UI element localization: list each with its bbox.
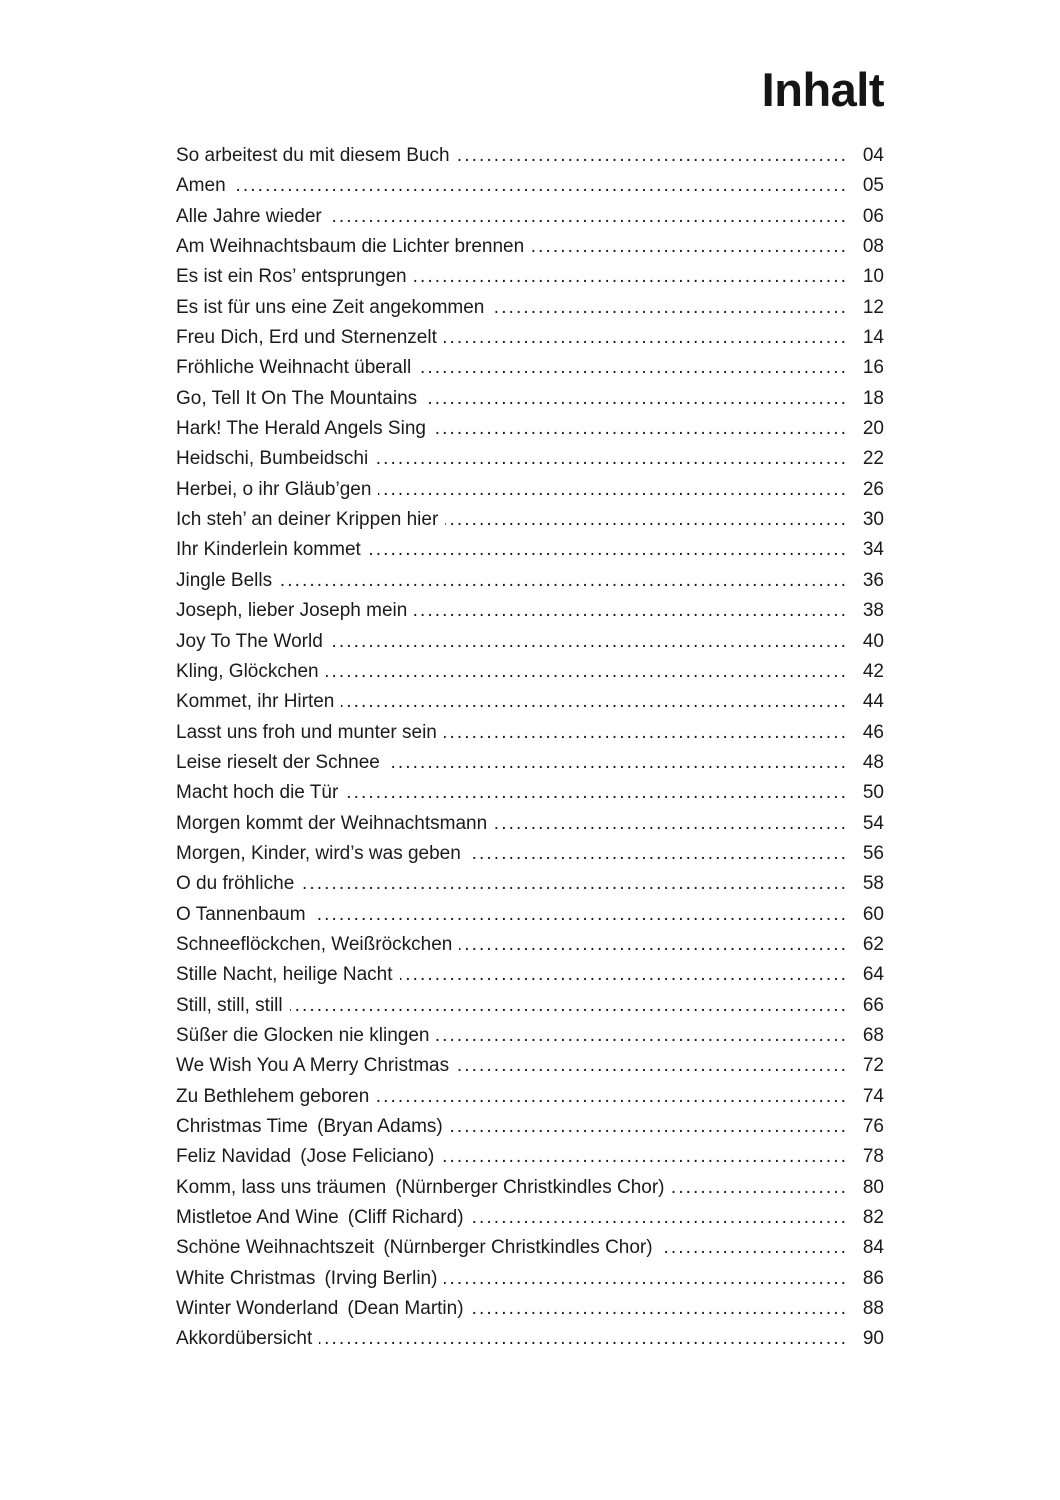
entry-title: Heidschi, Bumbeidschi — [176, 448, 369, 470]
toc-entry — [176, 600, 884, 630]
entry-page-number: 60 — [862, 903, 884, 925]
entry-page-number: 64 — [862, 964, 884, 986]
entry-artist: (Cliff Richard) — [347, 1207, 464, 1229]
entry-page-number: 14 — [862, 327, 884, 349]
entry-title: Macht hoch die Tür — [176, 782, 339, 804]
dotted-leader — [233, 175, 848, 197]
dotted-leader — [345, 782, 848, 804]
entry-page-number: 36 — [862, 569, 884, 591]
dotted-leader — [459, 934, 848, 956]
entry-page-number: 84 — [862, 1237, 884, 1259]
dotted-leader — [672, 1177, 848, 1199]
entry-page-number: 38 — [862, 600, 884, 622]
entry-title: Schneeflöckchen, Weißröckchen — [176, 933, 453, 955]
dotted-leader — [660, 1237, 848, 1259]
entry-page-number: 50 — [862, 782, 884, 804]
entry-title: Still, still, still — [176, 994, 283, 1016]
entry-page-number: 54 — [862, 812, 884, 834]
dotted-leader — [375, 448, 848, 470]
toc-entry — [176, 1328, 884, 1358]
entry-title: Morgen, Kinder, wird’s was geben — [176, 842, 461, 864]
entry-page-number: 10 — [862, 266, 884, 288]
entry-page-number: 16 — [862, 357, 884, 379]
toc-entry — [176, 964, 884, 994]
dotted-leader — [301, 873, 848, 895]
entry-page-number: 06 — [862, 205, 884, 227]
entry-page-number: 90 — [862, 1328, 884, 1350]
entry-page-number: 62 — [862, 933, 884, 955]
toc-entry — [176, 1025, 884, 1055]
dotted-leader — [368, 539, 848, 561]
dotted-leader — [491, 297, 848, 319]
dotted-leader — [330, 631, 848, 653]
toc-entry — [176, 1177, 884, 1207]
entry-page-number: 30 — [862, 509, 884, 531]
entry-title: Joseph, lieber Joseph mein — [176, 600, 408, 622]
entry-page-number: 48 — [862, 751, 884, 773]
toc-entry — [176, 175, 884, 205]
entry-title: Am Weihnachtsbaum die Lichter brennen — [176, 236, 525, 258]
toc-entry — [176, 418, 884, 448]
entry-title: Stille Nacht, heilige Nacht — [176, 964, 393, 986]
entry-title: Kommet, ihr Hirten — [176, 691, 335, 713]
entry-title: Go, Tell It On The Mountains — [176, 387, 418, 409]
entry-title: Ich steh’ an deiner Krippen hier — [176, 509, 439, 531]
entry-title: Leise rieselt der Schnee — [176, 751, 380, 773]
dotted-leader — [445, 509, 848, 531]
entry-title: We Wish You A Merry Christmas — [176, 1055, 450, 1077]
entry-page-number: 44 — [862, 691, 884, 713]
dotted-leader — [471, 1207, 848, 1229]
toc-entry — [176, 509, 884, 539]
entry-page-number: 08 — [862, 236, 884, 258]
dotted-leader — [450, 1116, 848, 1138]
toc-entry — [176, 266, 884, 296]
entry-title: Schöne Weihnachtszeit — [176, 1237, 375, 1259]
toc-entry — [176, 1207, 884, 1237]
toc-entry — [176, 1055, 884, 1085]
entry-page-number: 40 — [862, 630, 884, 652]
entry-page-number: 56 — [862, 842, 884, 864]
entry-artist: (Bryan Adams) — [317, 1116, 443, 1137]
entry-page-number: 80 — [862, 1176, 884, 1198]
toc-list — [176, 145, 884, 1359]
entry-title: Kling, Glöckchen — [176, 660, 319, 682]
dotted-leader — [290, 995, 848, 1017]
toc-entry — [176, 722, 884, 752]
toc-entry — [176, 327, 884, 357]
dotted-leader — [400, 964, 849, 986]
toc-entry — [176, 236, 884, 266]
entry-title: Zu Bethlehem geboren — [176, 1085, 370, 1107]
entry-page-number: 74 — [862, 1085, 884, 1107]
entry-title: Ihr Kinderlein kommet — [176, 539, 361, 561]
dotted-leader — [387, 752, 848, 774]
entry-title: Süßer die Glocken nie klingen — [176, 1024, 430, 1046]
toc-entry — [176, 1237, 884, 1267]
toc-entry — [176, 206, 884, 236]
toc-entry — [176, 357, 884, 387]
dotted-leader — [279, 570, 848, 592]
toc-entry — [176, 995, 884, 1025]
toc-entry — [176, 873, 884, 903]
toc-entry — [176, 631, 884, 661]
entry-page-number: 42 — [862, 660, 884, 682]
dotted-leader — [378, 479, 848, 501]
entry-page-number: 58 — [862, 873, 884, 895]
dotted-leader — [494, 813, 848, 835]
toc-entry — [176, 752, 884, 782]
toc-entry — [176, 1298, 884, 1328]
dotted-leader — [444, 327, 848, 349]
dotted-leader — [313, 904, 848, 926]
toc-entry — [176, 539, 884, 569]
toc-entry — [176, 297, 884, 327]
entry-title: Fröhliche Weihnacht überall — [176, 357, 412, 379]
dotted-leader — [531, 236, 848, 258]
toc-entry — [176, 904, 884, 934]
dotted-leader — [441, 1146, 848, 1168]
toc-entry — [176, 661, 884, 691]
toc-entry — [176, 1146, 884, 1176]
entry-title: Joy To The World — [176, 630, 323, 652]
dotted-leader — [444, 1268, 848, 1290]
entry-page-number: 18 — [862, 387, 884, 409]
dotted-leader — [436, 1025, 848, 1047]
entry-title: Alle Jahre wieder — [176, 205, 322, 227]
dotted-leader — [326, 661, 848, 683]
dotted-leader — [341, 691, 848, 713]
toc-entry — [176, 813, 884, 843]
entry-page-number: 04 — [862, 145, 884, 166]
toc-entry — [176, 448, 884, 478]
entry-page-number: 22 — [862, 448, 884, 470]
toc-page — [176, 0, 884, 1359]
entry-title: Christmas Time — [176, 1116, 308, 1137]
entry-page-number: 46 — [862, 721, 884, 743]
entry-title: Jingle Bells — [176, 569, 273, 591]
entry-title: Mistletoe And Wine — [176, 1207, 339, 1229]
toc-entry — [176, 1116, 884, 1146]
entry-title: O Tannenbaum — [176, 903, 306, 925]
toc-entry — [176, 1086, 884, 1116]
dotted-leader — [456, 1055, 848, 1077]
entry-title: O du fröhliche — [176, 873, 295, 895]
dotted-leader — [376, 1086, 848, 1108]
toc-entry — [176, 934, 884, 964]
dotted-leader — [468, 843, 848, 865]
entry-title: So arbeitest du mit diesem Buch — [176, 145, 450, 166]
toc-entry — [176, 479, 884, 509]
entry-title: Herbei, o ihr Gläub’gen — [176, 478, 372, 500]
entry-artist: (Nürnberger Christkindles Chor) — [395, 1176, 665, 1198]
entry-page-number: 12 — [862, 296, 884, 318]
entry-page-number: 88 — [862, 1298, 884, 1320]
entry-page-number: 72 — [862, 1055, 884, 1077]
entry-title: Winter Wonderland — [176, 1298, 339, 1320]
entry-page-number: 86 — [862, 1267, 884, 1289]
entry-title: Komm, lass uns träumen — [176, 1176, 387, 1198]
dotted-leader — [433, 418, 848, 440]
entry-title: Es ist für uns eine Zeit angekommen — [176, 296, 485, 318]
entry-title: Hark! The Herald Angels Sing — [176, 418, 426, 440]
toc-entry — [176, 1268, 884, 1298]
dotted-leader — [471, 1298, 848, 1320]
dotted-leader — [414, 600, 848, 622]
dotted-leader — [329, 206, 848, 228]
dotted-leader — [444, 722, 848, 744]
entry-page-number: 34 — [862, 539, 884, 561]
toc-entry — [176, 388, 884, 418]
entry-title: Morgen kommt der Weihnachtsmann — [176, 812, 488, 834]
entry-title: Akkordübersicht — [176, 1328, 313, 1350]
entry-title: White Christmas — [176, 1267, 316, 1289]
toc-entry — [176, 691, 884, 721]
entry-page-number: 78 — [862, 1146, 884, 1168]
entry-page-number: 82 — [862, 1207, 884, 1229]
toc-entry — [176, 782, 884, 812]
toc-entry — [176, 570, 884, 600]
toc-entry — [176, 145, 884, 175]
entry-artist: (Dean Martin) — [347, 1298, 464, 1320]
entry-title: Freu Dich, Erd und Sternenzelt — [176, 327, 437, 349]
entry-title: Amen — [176, 175, 226, 197]
entry-artist: (Nürnberger Christkindles Chor) — [383, 1237, 653, 1259]
dotted-leader — [424, 388, 848, 410]
entry-page-number: 05 — [862, 175, 884, 197]
entry-page-number: 76 — [862, 1116, 884, 1137]
dotted-leader — [418, 357, 848, 379]
entry-title: Es ist ein Ros’ entsprungen — [176, 266, 407, 288]
entry-page-number: 20 — [862, 418, 884, 440]
entry-artist: (Irving Berlin) — [324, 1267, 438, 1289]
page-title: Inhalt — [761, 63, 884, 116]
toc-entry — [176, 843, 884, 873]
entry-page-number: 68 — [862, 1024, 884, 1046]
dotted-leader — [457, 145, 848, 167]
dotted-leader — [319, 1328, 848, 1350]
dotted-leader — [414, 266, 848, 288]
entry-page-number: 26 — [862, 478, 884, 500]
entry-page-number: 66 — [862, 994, 884, 1016]
entry-title: Feliz Navidad — [176, 1146, 292, 1168]
entry-artist: (Jose Feliciano) — [300, 1146, 435, 1168]
entry-title: Lasst uns froh und munter sein — [176, 721, 437, 743]
